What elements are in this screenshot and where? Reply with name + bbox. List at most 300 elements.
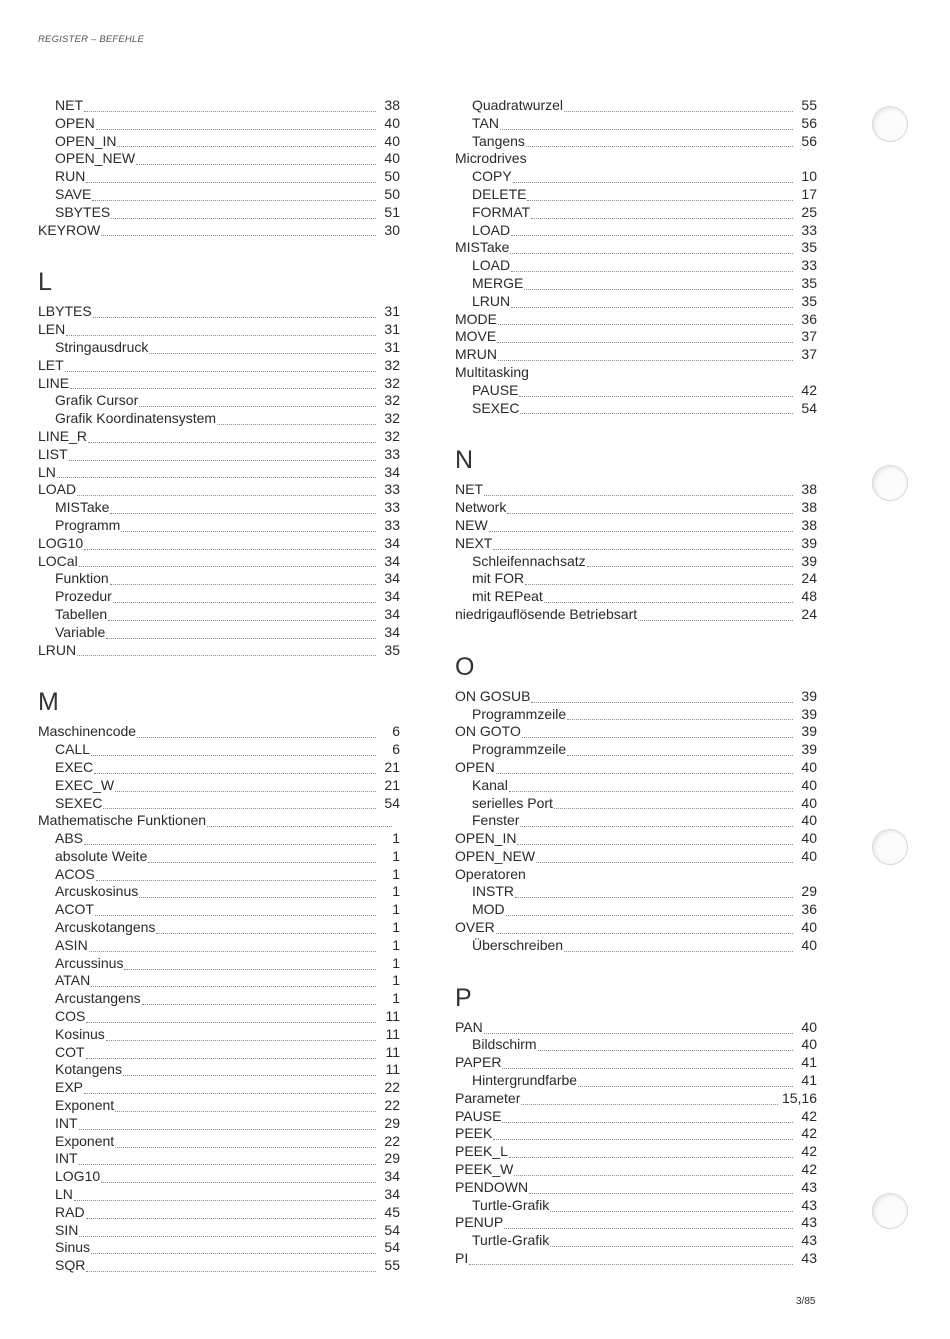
dot-leader bbox=[110, 512, 376, 514]
page-ref: 1 bbox=[392, 972, 400, 989]
dot-leader bbox=[520, 412, 793, 414]
index-subentry bbox=[38, 919, 400, 937]
index-entry bbox=[38, 375, 400, 393]
page-ref: 33 bbox=[384, 481, 400, 498]
entry-text: Programm bbox=[55, 516, 121, 533]
page-ref: 43 bbox=[801, 1250, 817, 1267]
index-subentry bbox=[38, 937, 400, 955]
entry-text: SAVE bbox=[55, 185, 92, 202]
dot-leader bbox=[74, 1199, 376, 1201]
page-ref: 50 bbox=[384, 185, 400, 202]
entry-text: NET bbox=[455, 481, 483, 498]
dot-leader bbox=[217, 423, 376, 425]
dot-leader bbox=[507, 512, 793, 514]
dot-leader bbox=[136, 163, 376, 165]
dot-leader bbox=[554, 807, 793, 809]
index-subentry bbox=[38, 392, 400, 410]
entry-text: OPEN_NEW bbox=[55, 150, 136, 167]
entry-text: LET bbox=[38, 356, 64, 373]
dot-leader bbox=[520, 825, 793, 827]
index-entry bbox=[455, 1108, 817, 1126]
dot-leader bbox=[94, 772, 376, 774]
index-subentry bbox=[455, 1197, 817, 1215]
entry-text: PAPER bbox=[455, 1054, 502, 1071]
entry-text: Microdrives bbox=[455, 150, 527, 167]
index-entry bbox=[455, 1161, 817, 1179]
entry-text: MRUN bbox=[455, 346, 497, 363]
dot-leader bbox=[567, 754, 793, 756]
entry-text: mit FOR bbox=[472, 570, 525, 587]
page-ref: 36 bbox=[801, 901, 817, 918]
entry-text: LRUN bbox=[38, 641, 77, 658]
page-ref: 45 bbox=[384, 1203, 400, 1220]
dot-leader bbox=[525, 583, 793, 585]
page-ref: 34 bbox=[384, 552, 400, 569]
index-subentry bbox=[38, 1222, 400, 1240]
entry-text: Operatoren bbox=[455, 865, 526, 882]
dot-leader bbox=[57, 476, 376, 478]
entry-text: Maschinencode bbox=[38, 723, 137, 740]
page-ref: 42 bbox=[801, 381, 817, 398]
entry-text: ON GOSUB bbox=[455, 687, 531, 704]
dot-leader bbox=[489, 530, 793, 532]
dot-leader bbox=[498, 359, 793, 361]
page-ref: 38 bbox=[801, 499, 817, 516]
entry-text: Arcussinus bbox=[55, 954, 124, 971]
entry-text: RUN bbox=[55, 168, 86, 185]
entry-text: Arcuskosinus bbox=[55, 883, 139, 900]
page-ref: 43 bbox=[801, 1214, 817, 1231]
index-subentry bbox=[38, 1186, 400, 1204]
index-subentry bbox=[38, 1239, 400, 1257]
page-ref: 10 bbox=[801, 168, 817, 185]
index-subentry bbox=[455, 168, 817, 186]
index-entry bbox=[455, 311, 817, 329]
section-letter: L bbox=[38, 268, 52, 297]
index-subentry bbox=[455, 741, 817, 759]
entry-text: DELETE bbox=[472, 185, 527, 202]
dot-leader bbox=[513, 181, 793, 183]
entry-text: TAN bbox=[472, 114, 499, 131]
dot-leader bbox=[96, 128, 376, 130]
index-entry bbox=[455, 328, 817, 346]
entry-text: COT bbox=[55, 1043, 85, 1060]
index-subentry bbox=[455, 570, 817, 588]
index-subentry bbox=[38, 848, 400, 866]
dot-leader bbox=[79, 565, 376, 567]
dot-leader bbox=[137, 736, 376, 738]
entry-text: LEN bbox=[38, 321, 66, 338]
page-ref: 40 bbox=[801, 812, 817, 829]
entry-text: Stringausdruck bbox=[55, 338, 149, 355]
dot-leader bbox=[502, 1067, 793, 1069]
dot-leader bbox=[517, 843, 793, 845]
page-ref: 40 bbox=[801, 1018, 817, 1035]
dot-leader bbox=[496, 772, 793, 774]
page-ref: 1 bbox=[392, 847, 400, 864]
dot-leader bbox=[65, 370, 376, 372]
index-subentry bbox=[38, 570, 400, 588]
index-entry bbox=[38, 222, 400, 240]
index-subentry bbox=[38, 133, 400, 151]
page-ref: 39 bbox=[801, 687, 817, 704]
dot-leader bbox=[550, 1210, 793, 1212]
entry-text: PENDOWN bbox=[455, 1178, 529, 1195]
page-ref: 34 bbox=[384, 605, 400, 622]
page-ref: 50 bbox=[384, 168, 400, 185]
dot-leader bbox=[207, 825, 392, 827]
index-subentry bbox=[38, 1168, 400, 1186]
entry-text: SQR bbox=[55, 1257, 86, 1274]
page-ref: 1 bbox=[392, 883, 400, 900]
page-ref: 35 bbox=[384, 641, 400, 658]
index-entry bbox=[38, 812, 400, 830]
entry-text: COPY bbox=[472, 168, 512, 185]
page-ref: 34 bbox=[384, 1168, 400, 1185]
index-subentry bbox=[455, 97, 817, 115]
index-subentry bbox=[455, 115, 817, 133]
index-entry bbox=[38, 321, 400, 339]
index-subentry bbox=[38, 1133, 400, 1151]
page-ref: 34 bbox=[384, 463, 400, 480]
page-ref: 51 bbox=[384, 203, 400, 220]
entry-text: niedrigauflösende Betriebsart bbox=[455, 605, 638, 622]
dot-leader bbox=[531, 701, 793, 703]
dot-leader bbox=[498, 323, 793, 325]
entry-text: LOAD bbox=[472, 257, 511, 274]
page-ref: 15,16 bbox=[781, 1089, 817, 1106]
page-ref: 11 bbox=[385, 1025, 400, 1042]
index-subentry bbox=[38, 1079, 400, 1097]
dot-leader bbox=[500, 128, 793, 130]
page-ref: 39 bbox=[801, 705, 817, 722]
index-entry bbox=[455, 830, 817, 848]
page-ref: 40 bbox=[801, 847, 817, 864]
entry-text: MODE bbox=[455, 310, 497, 327]
dot-leader bbox=[91, 985, 376, 987]
dot-leader bbox=[564, 110, 793, 112]
page-ref: 21 bbox=[384, 758, 400, 775]
entry-text: COS bbox=[55, 1008, 86, 1025]
index-subentry bbox=[38, 624, 400, 642]
page-ref: 11 bbox=[385, 1061, 400, 1078]
dot-leader bbox=[91, 1252, 376, 1254]
entry-text: PEEK bbox=[455, 1125, 493, 1142]
index-subentry bbox=[455, 204, 817, 222]
dot-leader bbox=[544, 601, 793, 603]
index-entry bbox=[455, 1090, 817, 1108]
entry-text: MERGE bbox=[472, 274, 524, 291]
dot-leader bbox=[121, 530, 376, 532]
index-subentry bbox=[455, 901, 817, 919]
dot-leader bbox=[149, 352, 376, 354]
dot-leader bbox=[550, 1245, 793, 1247]
dot-leader bbox=[89, 950, 376, 952]
entry-text: LN bbox=[55, 1186, 73, 1203]
page-ref: 39 bbox=[801, 741, 817, 758]
dot-leader bbox=[484, 494, 793, 496]
entry-text: OPEN_IN bbox=[55, 132, 117, 149]
page-ref: 11 bbox=[385, 1008, 400, 1025]
page-ref: 1 bbox=[392, 954, 400, 971]
page-ref: 29 bbox=[384, 1150, 400, 1167]
entry-text: LOAD bbox=[38, 481, 77, 498]
entry-text: Arcustangens bbox=[55, 990, 141, 1007]
entry-text: SEXEC bbox=[55, 794, 103, 811]
dot-leader bbox=[148, 861, 376, 863]
entry-text: Kosinus bbox=[55, 1025, 105, 1042]
section-letter: P bbox=[455, 983, 472, 1012]
index-entry bbox=[455, 1054, 817, 1072]
entry-text: Tabellen bbox=[55, 605, 108, 622]
page-ref: 35 bbox=[801, 274, 817, 291]
page-ref: 38 bbox=[801, 481, 817, 498]
index-entry bbox=[38, 464, 400, 482]
index-subentry bbox=[38, 866, 400, 884]
index-subentry bbox=[38, 204, 400, 222]
entry-text: Parameter bbox=[455, 1089, 521, 1106]
index-entry bbox=[455, 481, 817, 499]
page-ref: 1 bbox=[392, 990, 400, 1007]
page-ref: 39 bbox=[801, 552, 817, 569]
entry-text: MISTake bbox=[455, 239, 510, 256]
index-subentry bbox=[38, 1257, 400, 1275]
page-ref: 1 bbox=[392, 919, 400, 936]
binder-hole bbox=[872, 1193, 908, 1229]
entry-text: OPEN_IN bbox=[455, 830, 517, 847]
page-ref: 40 bbox=[801, 776, 817, 793]
index-subentry bbox=[38, 777, 400, 795]
entry-text: Turtle-Grafik bbox=[472, 1196, 550, 1213]
entry-text: EXEC_W bbox=[55, 776, 115, 793]
page-ref: 25 bbox=[801, 203, 817, 220]
index-subentry bbox=[455, 400, 817, 418]
page-ref: 33 bbox=[801, 257, 817, 274]
entry-text: Variable bbox=[55, 623, 106, 640]
index-subentry bbox=[455, 275, 817, 293]
index-entry bbox=[455, 723, 817, 741]
index-subentry bbox=[455, 222, 817, 240]
dot-leader bbox=[511, 234, 793, 236]
index-subentry bbox=[38, 588, 400, 606]
entry-text: ABS bbox=[55, 830, 84, 847]
entry-text: EXEC bbox=[55, 758, 94, 775]
entry-text: PEEK_L bbox=[455, 1143, 508, 1160]
dot-leader bbox=[117, 145, 376, 147]
index-entry bbox=[455, 1019, 817, 1037]
dot-leader bbox=[564, 950, 793, 952]
index-subentry bbox=[38, 150, 400, 168]
index-subentry bbox=[455, 382, 817, 400]
entry-text: Prozedur bbox=[55, 588, 112, 605]
page-ref: 31 bbox=[384, 303, 400, 320]
entry-text: mit REPeat bbox=[472, 588, 543, 605]
page-ref: 35 bbox=[801, 292, 817, 309]
dot-leader bbox=[529, 1192, 793, 1194]
page-ref: 31 bbox=[384, 321, 400, 338]
entry-text: SBYTES bbox=[55, 203, 111, 220]
entry-text: OPEN bbox=[455, 758, 495, 775]
page-ref: 54 bbox=[384, 794, 400, 811]
page-ref: 11 bbox=[385, 1043, 400, 1060]
index-entry bbox=[455, 1143, 817, 1161]
index-subentry bbox=[455, 1072, 817, 1090]
index-column-right bbox=[455, 97, 817, 1268]
page-ref: 42 bbox=[801, 1143, 817, 1160]
entry-text: INSTR bbox=[472, 883, 514, 900]
dot-leader bbox=[115, 790, 376, 792]
entry-text: Schleifennachsatz bbox=[472, 552, 586, 569]
entry-text: INT bbox=[55, 1150, 78, 1167]
index-subentry bbox=[38, 115, 400, 133]
index-entry bbox=[455, 919, 817, 937]
entry-text: Funktion bbox=[55, 570, 109, 587]
page-ref: 42 bbox=[801, 1107, 817, 1124]
entry-text: Hintergrundfarbe bbox=[472, 1072, 578, 1089]
index-entry bbox=[38, 446, 400, 464]
dot-leader bbox=[79, 1128, 376, 1130]
dot-leader bbox=[86, 181, 376, 183]
entry-text: LINE_R bbox=[38, 427, 88, 444]
index-subentry bbox=[38, 339, 400, 357]
dot-leader bbox=[84, 843, 376, 845]
page-ref: 24 bbox=[801, 570, 817, 587]
dot-leader bbox=[497, 341, 793, 343]
entry-text: NET bbox=[55, 97, 83, 113]
dot-leader bbox=[69, 459, 376, 461]
entry-text: Bildschirm bbox=[472, 1036, 537, 1053]
index-subentry bbox=[455, 706, 817, 724]
page-ref: 30 bbox=[384, 221, 400, 238]
dot-leader bbox=[84, 110, 376, 112]
index-entry bbox=[455, 535, 817, 553]
dot-leader bbox=[493, 548, 793, 550]
dot-leader bbox=[514, 1174, 793, 1176]
entry-text: ON GOTO bbox=[455, 723, 521, 740]
entry-text: KEYROW bbox=[38, 221, 101, 238]
dot-leader bbox=[101, 1181, 376, 1183]
page-ref: 56 bbox=[801, 114, 817, 131]
page-ref: 34 bbox=[384, 1186, 400, 1203]
page-ref: 33 bbox=[384, 445, 400, 462]
dot-leader bbox=[96, 879, 376, 881]
index-entry bbox=[455, 1250, 817, 1268]
dot-leader bbox=[515, 896, 793, 898]
entry-text: LRUN bbox=[472, 292, 511, 309]
entry-text: Fenster bbox=[472, 812, 520, 829]
index-subentry bbox=[38, 1150, 400, 1168]
entry-text: FORMAT bbox=[472, 203, 531, 220]
page-ref: 55 bbox=[801, 97, 817, 113]
page-ref: 40 bbox=[801, 758, 817, 775]
entry-text: MOVE bbox=[455, 328, 497, 345]
page-ref: 33 bbox=[384, 499, 400, 516]
page-ref: 31 bbox=[384, 338, 400, 355]
dot-leader bbox=[504, 1227, 793, 1229]
entry-text: PENUP bbox=[455, 1214, 504, 1231]
page-ref: 54 bbox=[384, 1221, 400, 1238]
page-ref: 43 bbox=[801, 1232, 817, 1249]
page-ref: 1 bbox=[392, 865, 400, 882]
index-entry bbox=[38, 428, 400, 446]
dot-leader bbox=[502, 1121, 793, 1123]
entry-text: Exponent bbox=[55, 1132, 115, 1149]
entry-text: ASIN bbox=[55, 936, 88, 953]
page-ref: 37 bbox=[801, 346, 817, 363]
index-subentry bbox=[455, 186, 817, 204]
dot-leader bbox=[93, 316, 376, 318]
index-entry bbox=[455, 346, 817, 364]
index-subentry bbox=[38, 883, 400, 901]
index-column-left bbox=[38, 97, 400, 1275]
entry-text: OVER bbox=[455, 919, 495, 936]
dot-leader bbox=[103, 807, 376, 809]
dot-leader bbox=[88, 441, 376, 443]
index-subentry bbox=[455, 293, 817, 311]
page-ref: 33 bbox=[384, 516, 400, 533]
index-subentry bbox=[38, 606, 400, 624]
entry-text: absolute Weite bbox=[55, 847, 148, 864]
page-ref: 34 bbox=[384, 570, 400, 587]
index-entry bbox=[38, 642, 400, 660]
dot-leader bbox=[106, 1039, 376, 1041]
page-ref: 29 bbox=[384, 1114, 400, 1131]
index-subentry bbox=[38, 1044, 400, 1062]
entry-text: ACOS bbox=[55, 865, 95, 882]
entry-text: RAD bbox=[55, 1203, 85, 1220]
entry-text: Turtle-Grafik bbox=[472, 1232, 550, 1249]
index-entry bbox=[38, 357, 400, 375]
page-ref: 39 bbox=[801, 723, 817, 740]
entry-text: Exponent bbox=[55, 1097, 115, 1114]
dot-leader bbox=[493, 1138, 793, 1140]
dot-leader bbox=[156, 932, 376, 934]
page-ref: 41 bbox=[801, 1054, 817, 1071]
index-subentry bbox=[455, 1232, 817, 1250]
page-number: 3/85 bbox=[796, 1296, 816, 1307]
index-subentry bbox=[38, 1026, 400, 1044]
entry-text: LOG10 bbox=[38, 534, 84, 551]
entry-text: Quadratwurzel bbox=[472, 97, 564, 113]
index-entry bbox=[455, 606, 817, 624]
entry-text: NEW bbox=[455, 516, 488, 533]
dot-leader bbox=[84, 548, 376, 550]
dot-leader bbox=[77, 654, 376, 656]
entry-text: EXP bbox=[55, 1079, 84, 1096]
dot-leader bbox=[84, 1092, 376, 1094]
dot-leader bbox=[524, 288, 793, 290]
entry-text: INT bbox=[55, 1114, 78, 1131]
page-ref: 22 bbox=[384, 1132, 400, 1149]
index-entry bbox=[455, 1125, 817, 1143]
dot-leader bbox=[92, 199, 376, 201]
entry-text: serielles Port bbox=[472, 794, 553, 811]
entry-text: CALL bbox=[55, 741, 91, 758]
page-ref: 1 bbox=[392, 901, 400, 918]
dot-leader bbox=[142, 1003, 376, 1005]
index-subentry bbox=[38, 1115, 400, 1133]
index-subentry bbox=[38, 410, 400, 428]
dot-leader bbox=[578, 1085, 793, 1087]
index-subentry bbox=[38, 830, 400, 848]
page-ref: 39 bbox=[801, 534, 817, 551]
dot-leader bbox=[115, 1146, 376, 1148]
index-subentry bbox=[455, 883, 817, 901]
dot-leader bbox=[531, 217, 793, 219]
entry-text: Network bbox=[455, 499, 507, 516]
index-entry bbox=[38, 481, 400, 499]
dot-leader bbox=[506, 914, 793, 916]
